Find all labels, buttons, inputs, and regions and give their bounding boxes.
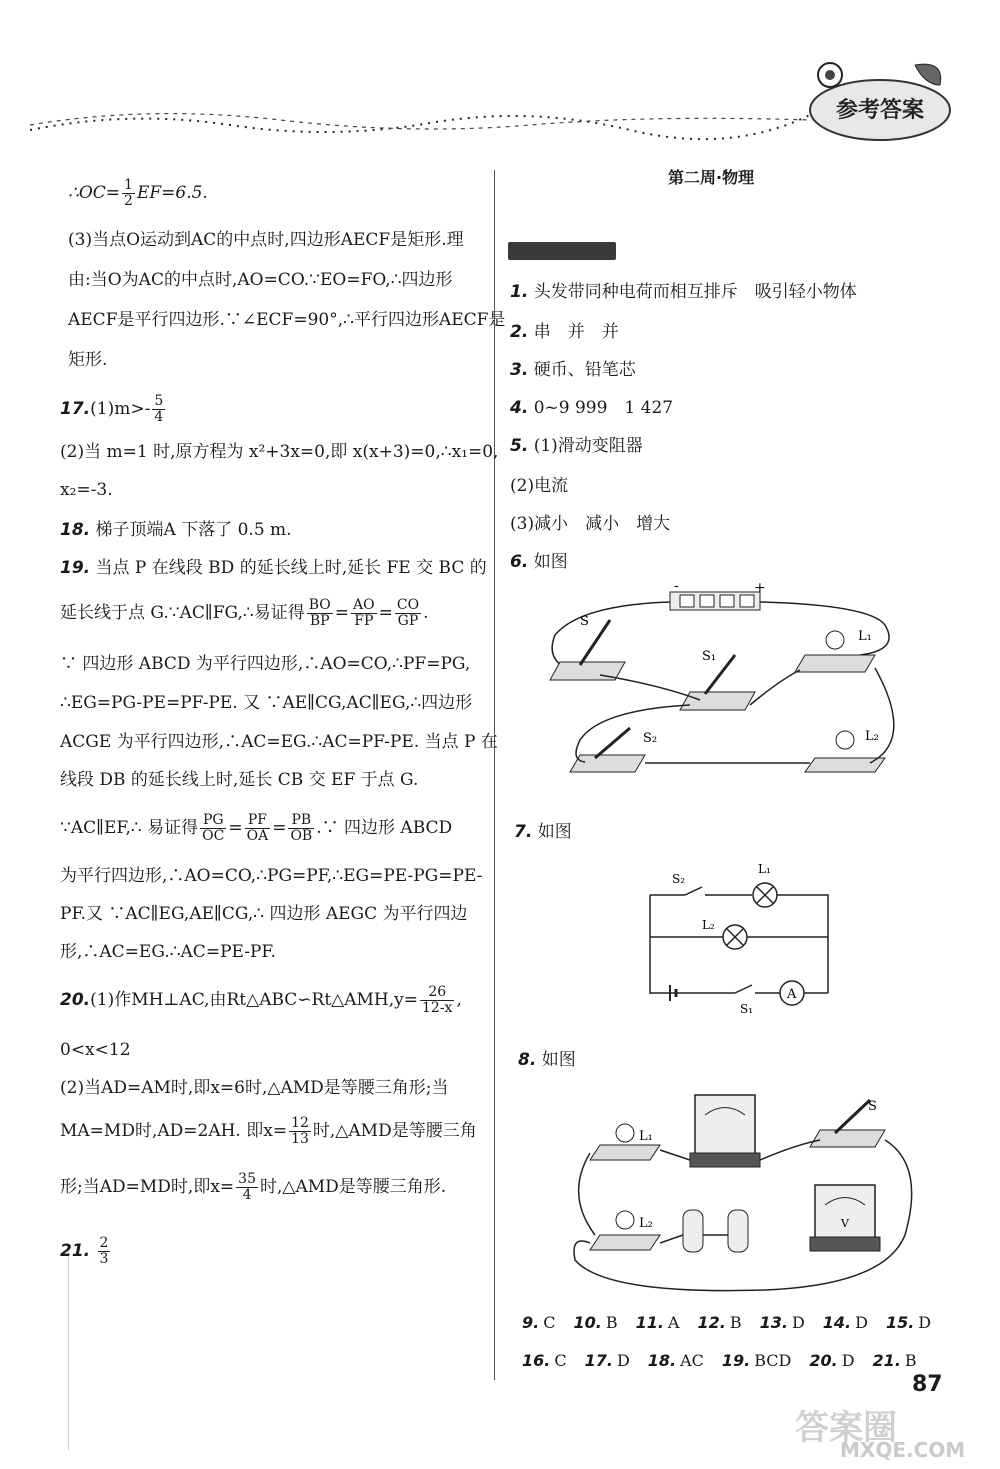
choice-number: 18. [647, 1351, 677, 1370]
choice-number: 19. [721, 1351, 751, 1370]
battery-plus-label: + [754, 580, 766, 596]
choice-answer [522, 1313, 555, 1332]
choice-number: 14. [822, 1313, 852, 1332]
phys-answer-5: 5. (1)滑动变阻器 [510, 436, 643, 456]
phys-answer-4: 4. 0~9 999 1 427 [510, 398, 674, 418]
answer-19g: ∵AC∥EF,∴ 易证得 $\frac{PG}{OC}$ = $\frac{PF}{OA}$ = $\frac{PB}{OB}$ .∵ 四边形 ABCD [60, 812, 453, 844]
choice-answer [573, 1313, 617, 1332]
choice-answer [722, 1351, 791, 1370]
choice-answer [636, 1313, 680, 1332]
choice-answer [809, 1351, 854, 1370]
choice-value: AC [680, 1351, 704, 1370]
answer-20a: 20.(1)作MH⊥AC,由Rt△ABC∽Rt△AMH,y= $\frac{26}{12-x}$ , [60, 984, 462, 1016]
choice-answers-row-2 [522, 1350, 935, 1372]
choice-number: 11. [635, 1313, 664, 1332]
ammeter-A-label: A [787, 987, 797, 1002]
answer-19b: 延长线于点 G.∵AC∥FG,∴易证得 $\frac{BO}{BP}$ = $\frac{AO}{FP}$ = $\frac{CO}{GP}$ . [60, 597, 429, 629]
phys-answer-5b: (2)电流 [510, 476, 569, 496]
watermark: 答案圈 [795, 1408, 897, 1448]
choice-number: 10. [573, 1313, 602, 1332]
phys-answer-7: 7. 如图 [514, 822, 572, 842]
answer-19a: 19. 当点 P 在线段 BD 的延长线上时,延长 FE 交 BC 的 [60, 558, 487, 578]
phys-answer-3: 3. 硬币、铅笔芯 [510, 360, 636, 380]
choice-number: 16. [522, 1351, 551, 1370]
lamp-L1-label: L₁ [858, 629, 872, 644]
switch-S-label: S [580, 614, 589, 629]
choice-value: C [543, 1313, 556, 1332]
choice-answer [886, 1313, 931, 1332]
choice-answer [585, 1351, 630, 1370]
choice-number: 9. [522, 1313, 540, 1332]
choice-answer [522, 1351, 567, 1370]
phys-answer-2: 2. 串 并 并 [510, 322, 619, 342]
phys-answer-8: 8. 如图 [518, 1050, 576, 1070]
answer-19e: ACGE 为平行四边形,∴AC=EG.∴AC=PF-PE. 当点 P 在 [60, 732, 498, 752]
choice-value: C [554, 1351, 567, 1370]
answer-badge [805, 55, 955, 150]
circuit-figure-8 [565, 1085, 925, 1300]
switch-S1-label: S₁ [702, 649, 717, 664]
choice-value: B [729, 1313, 742, 1332]
battery-minus-label: - [674, 580, 679, 594]
answer-19c: ∵ 四边形 ABCD 为平行四边形,∴AO=CO,∴PF=PG, [60, 654, 471, 674]
answer-17-2: (2)当 m=1 时,原方程为 x²+3x=0,即 x(x+3)=0,∴x₁=0, [60, 442, 499, 462]
header-decoration [30, 95, 830, 145]
watermark-url: MXQE.COM [840, 1438, 966, 1462]
answer-17: 17.(1)m>- $\frac{5}{4}$ [60, 393, 164, 425]
line-oc: ∴OC= $\frac{1}{2}$ EF=6.5. [68, 177, 208, 209]
answer-19d: ∴EG=PG-PE=PF-PE. 又 ∵AE∥CG,AC∥EG,∴四边形 [60, 693, 473, 713]
page-number: 87 [912, 1372, 943, 1397]
fig8-S-label: S [868, 1099, 877, 1114]
badge-text: 参考答案 [835, 98, 925, 123]
phys-answer-1: 1. 头发带同种电荷而相互排斥 吸引轻小物体 [510, 282, 857, 302]
line-3a: (3)当点O运动到AC的中点时,四边形AECF是矩形.理 [68, 230, 464, 250]
section-title: 第二周·物理 [668, 168, 755, 187]
choice-answer [648, 1351, 704, 1370]
choice-value: D [791, 1313, 805, 1332]
choice-number: 21. [872, 1351, 901, 1370]
answer-20c: (2)当AD=AM时,即x=6时,△AMD是等腰三角形;当 [60, 1078, 449, 1098]
choice-number: 13. [759, 1313, 788, 1332]
choice-value: A [667, 1313, 680, 1332]
fig7-L1-label: L₁ [758, 862, 771, 876]
choice-answer [823, 1313, 868, 1332]
choice-answer [760, 1313, 805, 1332]
fig7-S2-label: S₂ [672, 872, 686, 886]
choice-answers-row-1 [522, 1312, 949, 1334]
column-divider [494, 170, 495, 1380]
fig7-L2-label: L₂ [702, 918, 715, 932]
choice-value: B [904, 1351, 917, 1370]
fig8-L2-label: L₂ [639, 1216, 653, 1231]
answer-19j: 形,∴AC=EG.∴AC=PE-PF. [60, 942, 276, 962]
choice-number: 15. [885, 1313, 915, 1332]
choice-number: 20. [809, 1351, 838, 1370]
answer-21: 21. $\frac{2}{3}$ [60, 1235, 109, 1267]
choice-value: D [841, 1351, 855, 1370]
choice-value: D [616, 1351, 630, 1370]
answer-18: 18. 梯子顶端A 下落了 0.5 m. [60, 520, 292, 540]
line-3b: 由:当O为AC的中点时,AO=CO.∵EO=FO,∴四边形 [68, 270, 453, 290]
choice-value: D [855, 1313, 868, 1332]
switch-S2-label: S₂ [643, 731, 658, 746]
answer-19f: 线段 DB 的延长线上时,延长 CB 交 EF 于点 G. [60, 770, 419, 790]
line-3c: AECF是平行四边形.∵∠ECF=90°,∴平行四边形AECF是 [68, 310, 506, 330]
phys-answer-6: 6. 如图 [510, 552, 568, 572]
answer-17-3: x₂=-3. [60, 480, 113, 500]
fig8-L1-label: L₁ [639, 1129, 653, 1144]
answer-19h: 为平行四边形,∴AO=CO,∴PG=PF,∴EG=PE-PG=PE- [60, 866, 483, 886]
section-bar [508, 242, 616, 260]
circuit-figure-6 [540, 580, 920, 780]
answer-20e: 形;当AD=MD时,即x= $\frac{35}{4}$ 时,△AMD是等腰三角形. [60, 1171, 447, 1203]
phys-answer-5c: (3)减小 减小 增大 [510, 514, 671, 534]
circuit-figure-7 [640, 855, 850, 1015]
choice-value: BCD [754, 1351, 792, 1370]
left-margin-line [68, 1250, 69, 1450]
fig7-S1-label: S₁ [740, 1002, 754, 1015]
choice-value: B [605, 1313, 618, 1332]
line-3d: 矩形. [68, 350, 108, 370]
lamp-L2-label: L₂ [865, 729, 879, 744]
answer-19i: PF.又 ∵AC∥EG,AE∥CG,∴ 四边形 AEGC 为平行四边 [60, 904, 468, 924]
answer-20b: 0<x<12 [60, 1040, 131, 1060]
choice-value: D [918, 1313, 932, 1332]
choice-number: 12. [697, 1313, 726, 1332]
choice-answer [697, 1313, 741, 1332]
voltmeter-V-label: V [841, 1217, 849, 1230]
choice-answer [873, 1351, 917, 1370]
choice-number: 17. [584, 1351, 613, 1370]
answer-20d: MA=MD时,AD=2AH. 即x= $\frac{12}{13}$ 时,△AMD是等腰三角 [60, 1115, 477, 1147]
